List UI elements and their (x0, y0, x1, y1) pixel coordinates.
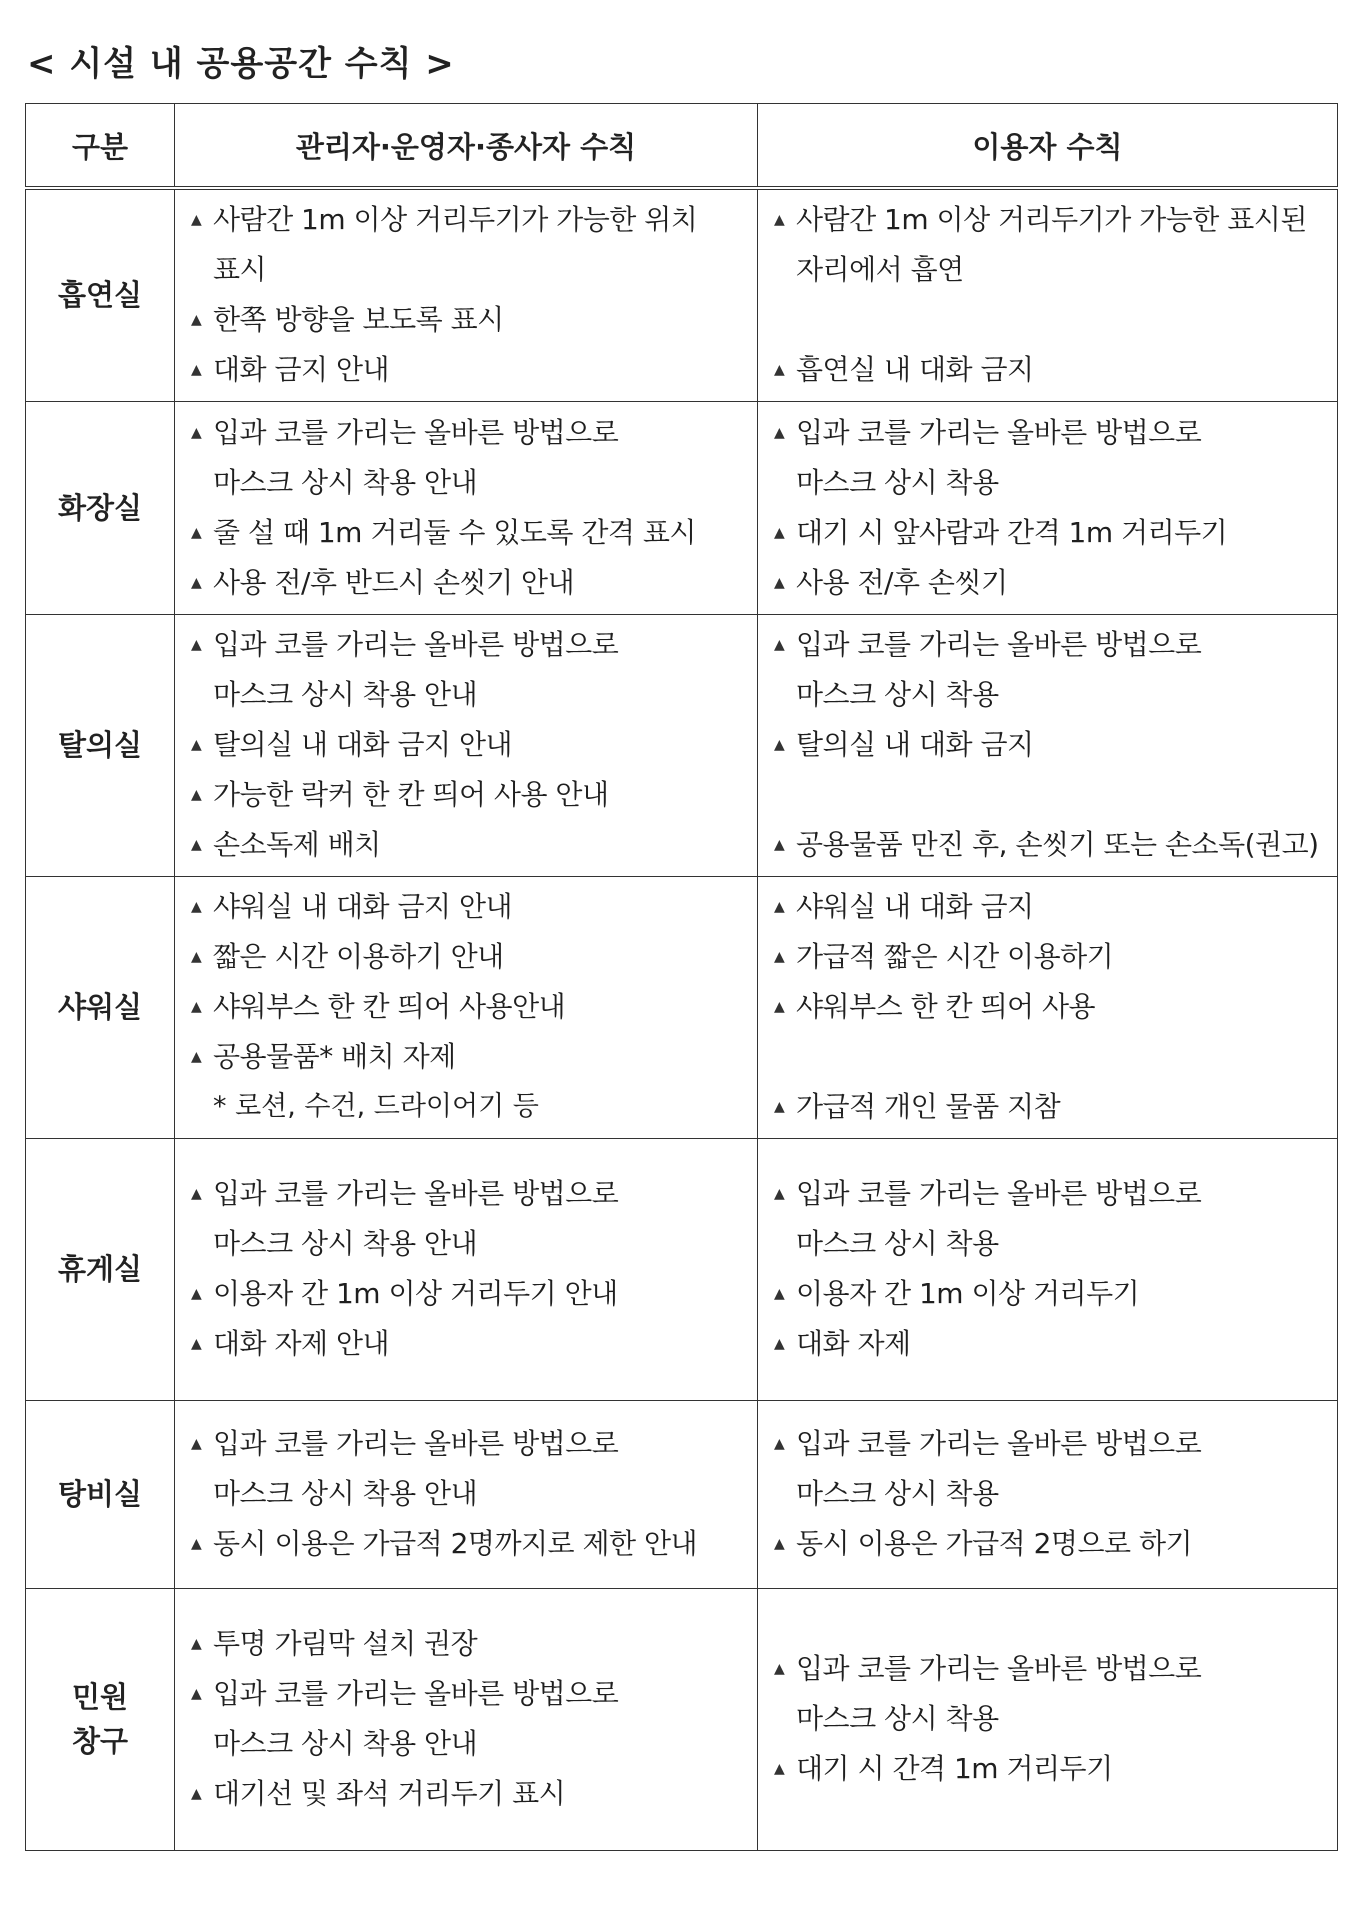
rule-text (796, 1269, 1331, 1319)
rule-text (213, 1169, 751, 1269)
rule-item (191, 345, 751, 395)
manager-rules-cell (175, 188, 758, 401)
rule-text (213, 932, 751, 982)
bullet-triangle-icon: ▲ (191, 949, 202, 965)
page-title: < 시설 내 공용공간 수칙 > (27, 44, 455, 84)
rule-text (213, 720, 751, 770)
rule-line: 대기 시 앞사람과 간격 1m 거리두기 (796, 515, 1228, 549)
table-row (26, 188, 1338, 401)
bullet-triangle-icon: ▲ (191, 1436, 202, 1452)
manager-rules-cell (175, 1588, 758, 1850)
rule-line: 투명 가림막 설치 권장 (213, 1627, 478, 1660)
rule-text (213, 1769, 751, 1819)
category-cell: 휴게실 (26, 1138, 175, 1400)
bullet-triangle-icon: ▲ (774, 424, 785, 441)
rule-item (191, 820, 751, 870)
bullet-triangle-icon: ▲ (774, 1336, 785, 1352)
user-rules-cell (758, 188, 1338, 401)
rule-text (796, 932, 1331, 982)
rule-line: 표시 (213, 253, 267, 287)
table-row (26, 1588, 1338, 1850)
bullet-triangle-icon: ▲ (774, 524, 785, 541)
rule-text (796, 1744, 1331, 1794)
rule-text (213, 345, 751, 395)
bullet-triangle-icon: ▲ (191, 1286, 202, 1302)
bullet-triangle-icon: ▲ (191, 574, 202, 591)
bullet-triangle-icon: ▲ (191, 424, 202, 441)
header-category: 구분 (26, 104, 175, 189)
bullet-triangle-icon: ▲ (191, 1536, 202, 1552)
manager-rules-cell (175, 401, 758, 614)
rule-text (796, 720, 1331, 770)
rule-line: 동시 이용은 가급적 2명으로 하기 (796, 1527, 1193, 1560)
bullet-triangle-icon: ▲ (774, 949, 785, 965)
manager-rules-cell (175, 1138, 758, 1400)
rule-line: 마스크 상시 착용 안내 (213, 678, 478, 711)
rule-text (796, 558, 1331, 608)
bullet-triangle-icon: ▲ (191, 737, 202, 753)
rule-line: 입과 코를 가리는 올바른 방법으로 (213, 1177, 619, 1210)
bullet-triangle-icon: ▲ (774, 637, 785, 653)
rule-text (796, 195, 1331, 295)
rule-item (774, 345, 1331, 395)
rule-line: 사람간 1m 이상 거리두기가 가능한 표시된 (796, 203, 1307, 237)
rule-item (774, 932, 1331, 982)
rule-item (191, 408, 751, 508)
rule-item (774, 1644, 1331, 1744)
rule-text (796, 1519, 1331, 1569)
rule-line: 샤워부스 한 칸 띄어 사용 (796, 990, 1096, 1023)
rule-text (796, 508, 1331, 558)
rule-item (191, 1769, 751, 1819)
rule-line: 대기 시 간격 1m 거리두기 (796, 1752, 1113, 1785)
rule-item (191, 932, 751, 982)
rule-line: 샤워실 내 대화 금지 안내 (213, 890, 513, 923)
rule-line: 대화 금지 안내 (213, 353, 390, 387)
rule-item (774, 1519, 1331, 1569)
spacer (774, 770, 1331, 820)
bullet-triangle-icon: ▲ (191, 1186, 202, 1202)
rule-item (191, 1669, 751, 1769)
rule-item (191, 1619, 751, 1669)
rule-line: 샤워실 내 대화 금지 (796, 890, 1034, 923)
category-cell: 흡연실 (26, 188, 175, 401)
rule-line: 탈의실 내 대화 금지 안내 (213, 728, 513, 761)
rule-text (213, 295, 751, 345)
rules-table (25, 103, 1338, 1851)
user-rules-cell (758, 1400, 1338, 1588)
category-cell: 화장실 (26, 401, 175, 614)
rule-item (774, 982, 1331, 1032)
rule-line: 마스크 상시 착용 (796, 465, 999, 499)
rule-item (191, 1519, 751, 1569)
rule-line: 마스크 상시 착용 (796, 678, 999, 711)
rule-line: 대화 자제 (796, 1327, 911, 1360)
category-cell: 민원 창구 (26, 1588, 175, 1850)
rule-item (774, 820, 1331, 870)
bullet-triangle-icon: ▲ (191, 899, 202, 915)
bullet-triangle-icon: ▲ (774, 362, 785, 379)
rule-line: 입과 코를 가리는 올바른 방법으로 (796, 415, 1202, 449)
bullet-triangle-icon: ▲ (191, 212, 202, 229)
bullet-triangle-icon: ▲ (774, 574, 785, 591)
rule-text (796, 820, 1331, 870)
bullet-triangle-icon: ▲ (191, 1786, 202, 1802)
rule-text (796, 1319, 1331, 1369)
spacer (774, 295, 1331, 345)
bullet-triangle-icon: ▲ (774, 1186, 785, 1202)
rule-text (213, 1619, 751, 1669)
rule-line: 입과 코를 가리는 올바른 방법으로 (213, 1427, 619, 1460)
rule-text (213, 882, 751, 932)
rule-item (774, 508, 1331, 558)
category-cell: 탈의실 (26, 614, 175, 876)
rule-line: 이용자 간 1m 이상 거리두기 안내 (213, 1277, 618, 1310)
rule-line: 가능한 락커 한 칸 띄어 사용 안내 (213, 778, 609, 811)
rule-line: 손소독제 배치 (213, 828, 381, 861)
rule-item (191, 558, 751, 608)
rule-item (774, 195, 1331, 295)
rule-line: 줄 설 때 1m 거리둘 수 있도록 간격 표시 (213, 515, 696, 549)
rule-item (191, 882, 751, 932)
rule-text (796, 1082, 1331, 1132)
rule-line: 이용자 간 1m 이상 거리두기 (796, 1277, 1140, 1310)
rule-item (774, 558, 1331, 608)
rule-text (213, 508, 751, 558)
rule-text (796, 1644, 1331, 1744)
rule-text (213, 408, 751, 508)
header-manager-rules: 관리자·운영자·종사자 수칙 (175, 104, 758, 189)
spacer (774, 1032, 1331, 1082)
rule-item (191, 1269, 751, 1319)
bullet-triangle-icon: ▲ (774, 737, 785, 753)
user-rules-cell (758, 876, 1338, 1138)
user-rules-cell (758, 1138, 1338, 1400)
rule-line: 샤워부스 한 칸 띄어 사용안내 (213, 990, 566, 1023)
rule-text (213, 1519, 751, 1569)
rule-text (213, 1269, 751, 1319)
user-rules-cell (758, 401, 1338, 614)
rule-line: 마스크 상시 착용 안내 (213, 1227, 478, 1260)
rule-text (796, 1169, 1331, 1269)
bullet-triangle-icon: ▲ (774, 837, 785, 853)
rule-text (213, 558, 751, 608)
rule-item (191, 770, 751, 820)
bullet-triangle-icon: ▲ (191, 837, 202, 853)
rule-text (213, 820, 751, 870)
category-cell: 샤워실 (26, 876, 175, 1138)
bullet-triangle-icon: ▲ (191, 1686, 202, 1702)
rule-text (213, 620, 751, 720)
rule-line: 대기선 및 좌석 거리두기 표시 (213, 1777, 566, 1810)
rule-text (796, 408, 1331, 508)
manager-rules-cell (175, 1400, 758, 1588)
rule-item (774, 1744, 1331, 1794)
rule-text (213, 982, 751, 1032)
rule-line: 탈의실 내 대화 금지 (796, 728, 1034, 761)
rule-text (796, 345, 1331, 395)
rule-line: 마스크 상시 착용 (796, 1227, 999, 1260)
rule-line: 마스크 상시 착용 안내 (213, 465, 478, 499)
rule-item (774, 882, 1331, 932)
table-row (26, 614, 1338, 876)
rule-line: 입과 코를 가리는 올바른 방법으로 (796, 1177, 1202, 1210)
manager-rules-cell (175, 876, 758, 1138)
rule-text (796, 620, 1331, 720)
rule-text (796, 882, 1331, 932)
rule-line: 마스크 상시 착용 안내 (213, 1727, 478, 1760)
rule-text (213, 195, 751, 295)
rule-item (774, 1319, 1331, 1369)
bullet-triangle-icon: ▲ (774, 999, 785, 1015)
rule-line: 입과 코를 가리는 올바른 방법으로 (796, 628, 1202, 661)
rule-line: 사용 전/후 손씻기 (796, 565, 1008, 599)
bullet-triangle-icon: ▲ (191, 1336, 202, 1352)
rule-item (774, 1419, 1331, 1519)
rule-text (796, 1419, 1331, 1519)
rule-text (213, 1419, 751, 1519)
rule-line: 마스크 상시 착용 (796, 1702, 999, 1735)
rule-line: 대화 자제 안내 (213, 1327, 390, 1360)
rule-line: 공용물품 만진 후, 손씻기 또는 손소독(권고) (796, 828, 1319, 861)
rule-line: 입과 코를 가리는 올바른 방법으로 (213, 1677, 619, 1710)
rule-item (191, 1319, 751, 1369)
rule-item (191, 195, 751, 295)
rule-text (213, 770, 751, 820)
rule-line: 공용물품* 배치 자제 (213, 1040, 456, 1073)
bullet-triangle-icon: ▲ (774, 1761, 785, 1777)
rule-item (774, 408, 1331, 508)
bullet-triangle-icon: ▲ (191, 524, 202, 541)
rule-item (191, 508, 751, 558)
bullet-triangle-icon: ▲ (774, 1099, 785, 1115)
bullet-triangle-icon: ▲ (191, 312, 202, 329)
rule-item (774, 1082, 1331, 1132)
rule-line: 사용 전/후 반드시 손씻기 안내 (213, 565, 575, 599)
rule-item (191, 1419, 751, 1519)
bullet-triangle-icon: ▲ (774, 1286, 785, 1302)
table-row (26, 876, 1338, 1138)
rule-line: 마스크 상시 착용 안내 (213, 1477, 478, 1510)
rule-line: 입과 코를 가리는 올바른 방법으로 (213, 415, 619, 449)
rule-line: 입과 코를 가리는 올바른 방법으로 (796, 1427, 1202, 1460)
bullet-triangle-icon: ▲ (191, 999, 202, 1015)
bullet-triangle-icon: ▲ (774, 899, 785, 915)
table-row (26, 1400, 1338, 1588)
bullet-triangle-icon: ▲ (774, 1661, 785, 1677)
bullet-triangle-icon: ▲ (774, 212, 785, 229)
rule-item (774, 720, 1331, 770)
rule-item (191, 720, 751, 770)
bullet-triangle-icon: ▲ (191, 1636, 202, 1652)
user-rules-cell (758, 614, 1338, 876)
rule-item (191, 1032, 751, 1082)
rule-item (774, 1269, 1331, 1319)
rule-line: 입과 코를 가리는 올바른 방법으로 (796, 1652, 1202, 1685)
rule-item (191, 1169, 751, 1269)
rule-line: 자리에서 흡연 (796, 253, 964, 287)
rule-line: 동시 이용은 가급적 2명까지로 제한 안내 (213, 1527, 698, 1560)
bullet-triangle-icon: ▲ (191, 787, 202, 803)
rule-item (191, 982, 751, 1032)
footnote: * 로션, 수건, 드라이어기 등 (213, 1091, 539, 1122)
bullet-triangle-icon: ▲ (191, 637, 202, 653)
rule-item (191, 295, 751, 345)
table-row (26, 401, 1338, 614)
header-user-rules: 이용자 수칙 (758, 104, 1338, 189)
rule-line: 마스크 상시 착용 (796, 1477, 999, 1510)
rule-line: 가급적 개인 물품 지참 (796, 1090, 1061, 1123)
rule-text (796, 982, 1331, 1032)
bullet-triangle-icon: ▲ (191, 362, 202, 379)
table-row (26, 1138, 1338, 1400)
rule-line: 한쪽 방향을 보도록 표시 (213, 303, 504, 337)
rule-line: 입과 코를 가리는 올바른 방법으로 (213, 628, 619, 661)
table-header-row (26, 104, 1338, 189)
bullet-triangle-icon: ▲ (774, 1536, 785, 1552)
bullet-triangle-icon: ▲ (774, 1436, 785, 1452)
rule-line: 가급적 짧은 시간 이용하기 (796, 940, 1114, 973)
rule-item (774, 620, 1331, 720)
rule-text (213, 1669, 751, 1769)
rule-line: 사람간 1m 이상 거리두기가 가능한 위치 (213, 203, 698, 237)
category-cell: 탕비실 (26, 1400, 175, 1588)
rule-item (774, 1169, 1331, 1269)
rule-line: 짧은 시간 이용하기 안내 (213, 940, 504, 973)
rules-table-body (26, 188, 1338, 1850)
rule-text (213, 1319, 751, 1369)
user-rules-cell (758, 1588, 1338, 1850)
rule-item (191, 620, 751, 720)
rule-text (213, 1032, 751, 1082)
rule-line: 흡연실 내 대화 금지 (796, 353, 1034, 387)
manager-rules-cell (175, 614, 758, 876)
bullet-triangle-icon: ▲ (191, 1049, 202, 1065)
